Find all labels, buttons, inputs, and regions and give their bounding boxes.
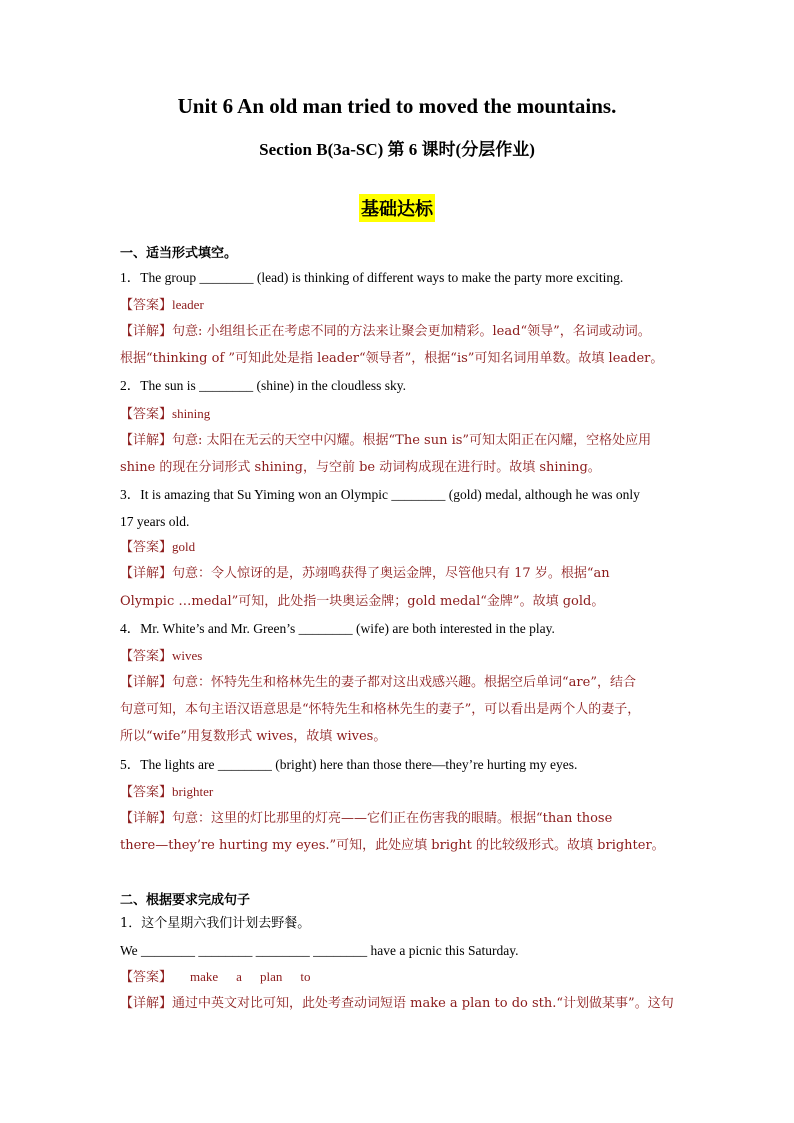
question-text: 2．The sun is ________ (shine) in the cloudless sky.: [120, 378, 406, 393]
detail-line: [120, 675, 636, 691]
detail-text: Olympic …medal”可知，此处指一块奥运金牌；gold medal“金牌”。故填 gold。: [120, 594, 605, 609]
level-label: 基础达标: [359, 194, 435, 222]
question-text: 4．Mr. White’s and Mr. Green’s ________ (wife) are both interested in the play.: [120, 621, 555, 636]
question-text-cont: We ________ ________ ________ ________ have a picnic this Saturday.: [120, 943, 519, 958]
question-text: 1．The group ________ (lead) is thinking of different ways to make the party more exciting.: [120, 270, 624, 285]
answer-tag: 【答案】: [120, 407, 173, 422]
detail-text: 句意: 太阳在无云的天空中闪耀。根据“The sun is”可知太阳正在闪耀，空格处应用: [172, 433, 652, 448]
answer-line: [120, 297, 204, 314]
detail-text: 句意可知，本句主语汉语意思是“怀特先生和格林先生的妻子”，可以看出是两个人的妻子，: [120, 702, 641, 717]
answer-tag: 【答案】: [120, 540, 173, 555]
answer-text: a: [236, 969, 242, 984]
detail-text: shine 的现在分词形式 shining，与空前 be 动词构成现在进行时。故填 shining。: [120, 460, 601, 475]
answer-text: leader: [172, 297, 204, 312]
answer-text: gold: [172, 539, 196, 554]
answer-line: [120, 406, 210, 423]
detail-line: [120, 996, 674, 1012]
answer-tag: 【答案】: [120, 649, 173, 664]
page-title: Unit 6 An old man tried to moved the mountains.: [177, 94, 617, 118]
page-subtitle: Section B(3a-SC) 第 6 课时(分层作业): [259, 140, 535, 159]
detail-line: [120, 433, 651, 449]
detail-text: 通过中英文对比可知，此处考查动词短语 make a plan to do sth.“计划做某事”。这句: [172, 996, 674, 1011]
section-heading: 二、根据要求完成句子: [120, 893, 251, 908]
answer-line: [120, 539, 195, 556]
detail-tag: 【详解】: [120, 675, 173, 690]
detail-tag: 【详解】: [120, 996, 173, 1011]
detail-tag: 【详解】: [120, 433, 173, 448]
answer-text: wives: [172, 648, 203, 663]
answer-text: brighter: [172, 784, 214, 799]
answer-text: plan: [259, 969, 283, 984]
answer-text: shining: [172, 406, 211, 421]
question-text: 1．这个星期六我们计划去野餐。: [120, 916, 311, 931]
level-banner: [0, 194, 794, 222]
detail-text: 句意: 小组组长正在考虑不同的方法来让聚会更加精彩。lead“领导”，名词或动词。: [172, 324, 651, 339]
question-text: 3．It is amazing that Su Yiming won an Olympic ________ (gold) medal, although he was only: [120, 487, 640, 502]
answer-line: [120, 969, 310, 986]
detail-line: [120, 811, 612, 827]
detail-tag: 【详解】: [120, 566, 173, 581]
detail-text: 句意：这里的灯比那里的灯亮——它们正在伤害我的眼睛。根据“than those: [172, 811, 613, 826]
detail-text: 句意：令人惊讶的是，苏翊鸣获得了奥运金牌，尽管他只有 17 岁。根据“an: [172, 566, 610, 581]
detail-text: 所以“wife”用复数形式 wives，故填 wives。: [120, 729, 387, 744]
detail-text: 句意：怀特先生和格林先生的妻子都对这出戏感兴趣。根据空后单词“are”，结合: [172, 675, 636, 690]
detail-text: there—they’re hurting my eyes.”可知，此处应填 bright 的比较级形式。故填 brighter。: [120, 838, 665, 853]
answer-text: to: [300, 969, 311, 984]
detail-tag: 【详解】: [120, 811, 173, 826]
detail-text: 根据“thinking of ”可知此处是指 leader“领导者”，根据“is”可知名词用单数。故填 leader。: [120, 351, 664, 366]
section-heading: 一、适当形式填空。: [120, 246, 238, 261]
answer-line: [120, 648, 202, 665]
question-text-cont: 17 years old.: [120, 514, 190, 529]
answer-tag: 【答案】: [120, 785, 173, 800]
answer-text: make: [190, 969, 219, 984]
detail-line: [120, 566, 610, 582]
answer-tag: 【答案】: [120, 970, 173, 985]
answer-tag: 【答案】: [120, 298, 173, 313]
detail-line: [120, 324, 651, 340]
detail-tag: 【详解】: [120, 324, 173, 339]
answer-line: [120, 784, 213, 801]
question-text: 5．The lights are ________ (bright) here than those there—they’re hurting my eyes.: [120, 757, 578, 772]
